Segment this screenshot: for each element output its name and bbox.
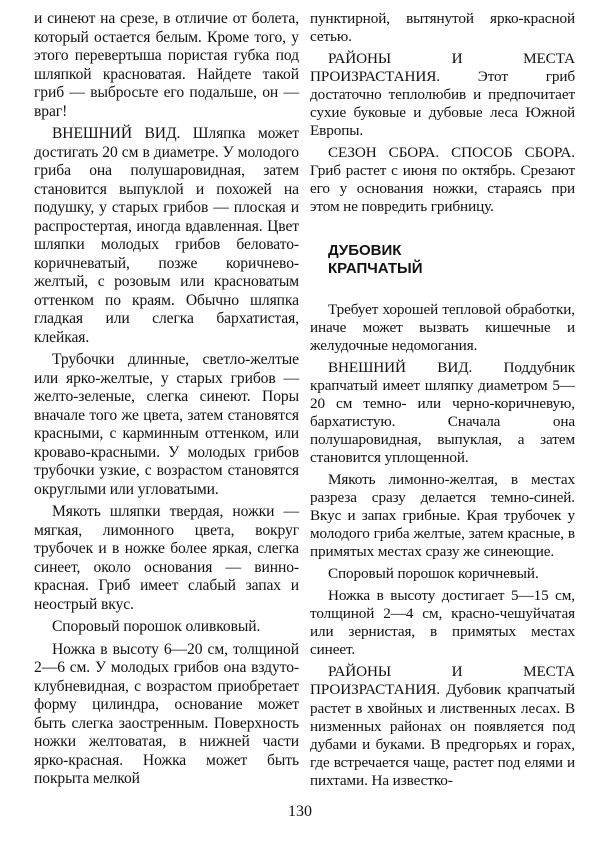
paragraph: ВНЕШНИЙ ВИД. Поддубник крапчатый имеет шляпку диаметром 5—20 см темно- или черно-коричневую, бархатистую. Сначала она полушаровидная, выпуклая, а затем становится уплощенной. — [310, 359, 575, 467]
section-heading-line: ДУБОВИК — [328, 242, 402, 260]
paragraph: Мякоть лимонно-желтая, в местах разреза сразу делается темно-синей. Вкус и запах грибные. Края трубочек у молодого гриба желтые, затем красные, в примятых местах сразу же синеющие. — [310, 471, 575, 561]
paragraph: Ножка в высоту достигает 5—15 см, толщиной 2—4 см, красно-чешуйчатая или зернистая, в примятых местах синеет. — [310, 587, 575, 659]
paragraph: Ножка в высоту 6—20 см, толщиной 2—6 см. У молодых грибов она вздуто-клубневидная, с возрастом приобретает форму цилиндра, основание может быть слегка заостренным. Поверхность ножки желтоватая, в нижней части ярко-красная. Ножка может быть покрыта мелкой — [34, 640, 299, 787]
left-column — [34, 10, 299, 793]
paragraph: РАЙОНЫ И МЕСТА ПРОИЗРАСТАНИЯ. Этот гриб достаточно теплолюбив и предпочитает сухие буковые и дубовые леса Южной Европы. — [310, 50, 575, 140]
paragraph: Споровый порошок коричневый. — [328, 565, 539, 583]
paragraph: пунктирной, вытянутой ярко-красной сетью. — [310, 10, 575, 46]
paragraph: РАЙОНЫ И МЕСТА ПРОИЗРАСТАНИЯ. Дубовик крапчатый растет в хвойных и лиственных лесах. В низменных районах он появляется под дубами и буками. В предгорьях и горах, где встречается чаще, растет под елями и пихтами. На известко- — [310, 663, 575, 789]
paragraph: ВНЕШНИЙ ВИД. Шляпка может достигать 20 см в диаметре. У молодого гриба она полушаровидная, затем становится выпуклой и похожей на подушку, у старых грибов — плоская и распростертая, иногда вдавленная. Цвет шляпки молодых грибов беловато-коричневатый, позже коричнево-желтый, с розовым или красноватым оттенком по краям. Обычно шляпка гладкая или слегка бархатистая, клейкая. — [34, 125, 299, 346]
paragraph: и синеют на срезе, в отличие от болета, который остается белым. Кроме того, у этого перевертыша пористая губка под шляпкой красноватая. Найдете такой гриб — выбросьте его подальше, он — враг! — [34, 10, 299, 120]
section-heading — [328, 242, 575, 278]
paragraph: Споровый порошок оливковый. — [52, 618, 261, 635]
paragraph: Трубочки длинные, светло-желтые или ярко-желтые, у старых грибов — желто-зеленые, слегка синеют. Поры вначале того же цвета, затем становятся красными, с карминным оттенком, или кроваво-красными. У молодых грибов трубочки узкие, с возрастом становятся округлыми или угловатыми. — [34, 351, 299, 498]
paragraph: Требует хорошей тепловой обработки, иначе может вызвать кишечные и желудочные недомогания. — [310, 301, 575, 355]
page-number: 130 — [288, 803, 312, 820]
paragraph: СЕЗОН СБОРА. СПОСОБ СБОРА. Гриб растет с июня по октябрь. Срезают его у основания ножки, стараясь при этом не повредить грибницу. — [310, 144, 575, 216]
paragraph: Мякоть шляпки твердая, ножки — мягкая, лимонного цвета, вокруг трубочек и в ножке более яркая, слегка синеет, около основания — винно-красная. Гриб имеет слабый запах и неострый вкус. — [34, 503, 299, 613]
section-heading-line: КРАПЧАТЫЙ — [328, 260, 423, 278]
right-column — [310, 10, 575, 794]
